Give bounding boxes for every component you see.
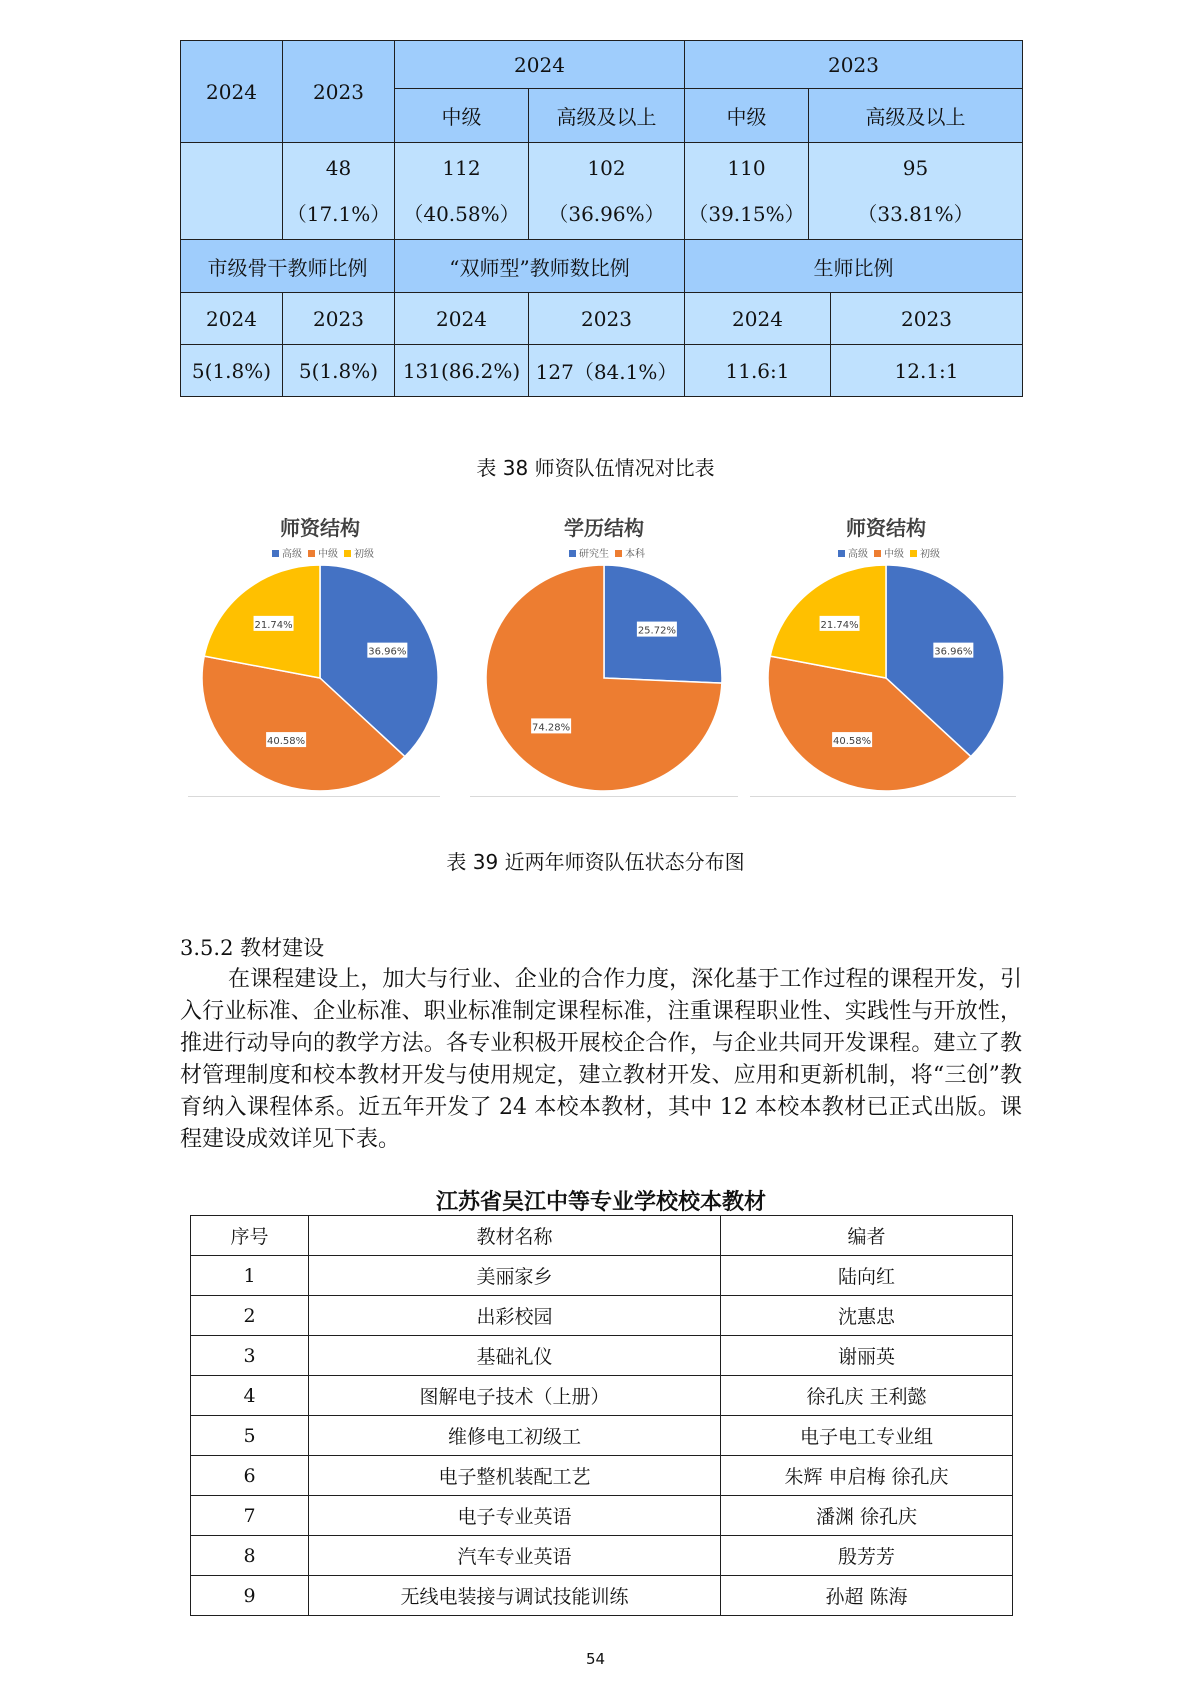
ratio-value-cell: 11.6:1 bbox=[685, 345, 831, 397]
ratio-value-cell: 131(86.2%) bbox=[395, 345, 529, 397]
header-year-cell: 2023 bbox=[283, 41, 395, 143]
textbook-name: 汽车专业英语 bbox=[309, 1536, 721, 1576]
legend-swatch bbox=[272, 550, 279, 557]
data-cell bbox=[685, 143, 809, 240]
textbook-name: 无线电装接与调试技能训练 bbox=[309, 1576, 721, 1616]
header-year-cell: 2023 bbox=[685, 41, 1023, 89]
table-row bbox=[191, 1536, 1013, 1576]
pie-label-text: 21.74% bbox=[254, 619, 293, 631]
legend-swatch bbox=[308, 550, 315, 557]
cell-value: 110 bbox=[727, 156, 766, 180]
pie-data-label bbox=[832, 732, 872, 747]
legend-label: 高级 bbox=[282, 549, 302, 560]
header-cell: 编者 bbox=[721, 1216, 1013, 1256]
chart-legend bbox=[474, 545, 734, 560]
pie-data-label bbox=[933, 643, 973, 658]
year-cell: 2024 bbox=[685, 293, 831, 345]
data-cell bbox=[395, 143, 529, 240]
row-number: 1 bbox=[191, 1256, 309, 1296]
legend-label: 本科 bbox=[625, 549, 645, 560]
chart-baseline bbox=[750, 796, 1016, 797]
pie-label-text: 36.96% bbox=[368, 646, 407, 658]
cell-percent: （36.96%） bbox=[548, 202, 665, 226]
header-title-cell: 中级 bbox=[685, 89, 809, 143]
header-cell: 序号 bbox=[191, 1216, 309, 1256]
chart-baseline bbox=[188, 796, 440, 797]
data-cell bbox=[283, 143, 395, 240]
data-cell bbox=[809, 143, 1023, 240]
legend-swatch bbox=[615, 550, 622, 557]
chart-title: 师资结构 bbox=[846, 516, 926, 540]
textbook-name: 美丽家乡 bbox=[309, 1256, 721, 1296]
cell-value: 112 bbox=[442, 156, 481, 180]
legend-item bbox=[904, 549, 940, 560]
section-heading: 3.5.2 教材建设 bbox=[180, 936, 325, 960]
cell-percent: （39.15%） bbox=[688, 202, 805, 226]
pie-data-label bbox=[367, 643, 407, 658]
chart-title: 师资结构 bbox=[280, 516, 360, 540]
table-row bbox=[191, 1576, 1013, 1616]
table-row bbox=[191, 1496, 1013, 1536]
legend-item bbox=[266, 549, 302, 560]
year-cell: 2023 bbox=[831, 293, 1023, 345]
textbook-editor: 殷芳芳 bbox=[721, 1536, 1013, 1576]
textbook-editor: 朱辉 申启梅 徐孔庆 bbox=[721, 1456, 1013, 1496]
row-number: 2 bbox=[191, 1296, 309, 1336]
pie-data-label bbox=[254, 616, 294, 631]
table-caption-39: 表 39 近两年师资队伍状态分布图 bbox=[446, 850, 745, 874]
data-cell bbox=[181, 143, 283, 240]
row-number: 5 bbox=[191, 1416, 309, 1456]
pie-label-text: 21.74% bbox=[820, 619, 859, 631]
pie-data-label bbox=[820, 616, 860, 631]
legend-swatch bbox=[344, 550, 351, 557]
data-cell bbox=[529, 143, 685, 240]
year-cell: 2023 bbox=[529, 293, 685, 345]
cell-percent: （17.1%） bbox=[286, 202, 391, 226]
ratio-value-cell: 12.1:1 bbox=[831, 345, 1023, 397]
legend-swatch bbox=[838, 550, 845, 557]
group-header-cell: 生师比例 bbox=[685, 240, 1023, 293]
table-row bbox=[191, 1416, 1013, 1456]
chart-legend bbox=[756, 545, 1016, 560]
cell-value: 48 bbox=[325, 156, 352, 180]
row-number: 6 bbox=[191, 1456, 309, 1496]
textbook-editor: 沈惠忠 bbox=[721, 1296, 1013, 1336]
cell-percent: （33.81%） bbox=[857, 202, 974, 226]
row-number: 4 bbox=[191, 1376, 309, 1416]
pie-chart bbox=[474, 560, 734, 800]
group-header-cell: “双师型”教师数比例 bbox=[395, 240, 685, 293]
legend-label: 初级 bbox=[920, 549, 940, 560]
header-title-cell: 中级 bbox=[395, 89, 529, 143]
textbook-editor: 徐孔庆 王利懿 bbox=[721, 1376, 1013, 1416]
legend-swatch bbox=[569, 550, 576, 557]
pie-label-text: 36.96% bbox=[934, 646, 973, 658]
legend-item bbox=[832, 549, 868, 560]
textbook-table bbox=[190, 1215, 1013, 1616]
pie-data-label bbox=[266, 732, 306, 747]
legend-swatch bbox=[910, 550, 917, 557]
ratio-value-cell: 127（84.1%） bbox=[529, 345, 685, 397]
legend-swatch bbox=[874, 550, 881, 557]
textbook-table-title: 江苏省吴江中等专业学校校本教材 bbox=[435, 1190, 766, 1215]
legend-item bbox=[868, 549, 904, 560]
textbook-editor: 潘渊 徐孔庆 bbox=[721, 1496, 1013, 1536]
table-row bbox=[191, 1336, 1013, 1376]
pie-label-text: 40.58% bbox=[833, 736, 872, 748]
textbook-name: 电子专业英语 bbox=[309, 1496, 721, 1536]
legend-item bbox=[338, 549, 374, 560]
year-cell: 2024 bbox=[395, 293, 529, 345]
year-cell: 2024 bbox=[181, 293, 283, 345]
textbook-editor: 陆向红 bbox=[721, 1256, 1013, 1296]
chart-legend bbox=[190, 545, 450, 560]
body-paragraph: 在课程建设上，加大与行业、企业的合作力度，深化基于工作过程的课程开发，引入行业标准、企业标准、职业标准制定课程标准，注重课程职业性、实践性与开放性，推进行动导向的教学方法。各专业积极开展校企合作，与企业共同开发课程。建立了教材管理制度和校本教材开发与使用规定，建立教材开发、应用和更新机制，将“三创”教育纳入课程体系。近五年开发了 24 本校本教材，其中 12 本校本教材已正式出版。课程建设成效详见下表。 bbox=[180, 967, 1022, 1152]
row-number: 7 bbox=[191, 1496, 309, 1536]
table-row bbox=[191, 1256, 1013, 1296]
page-number: 54 bbox=[585, 1650, 606, 1668]
staff-comparison-table bbox=[180, 40, 1023, 397]
pie-label-text: 25.72% bbox=[637, 625, 676, 637]
textbook-editor: 电子电工专业组 bbox=[721, 1416, 1013, 1456]
chart-baseline bbox=[470, 796, 738, 797]
textbook-editor: 谢丽英 bbox=[721, 1336, 1013, 1376]
pie-data-label bbox=[637, 622, 677, 637]
row-number: 8 bbox=[191, 1536, 309, 1576]
header-title-cell: 高级及以上 bbox=[809, 89, 1023, 143]
legend-label: 高级 bbox=[848, 549, 868, 560]
legend-item bbox=[563, 549, 609, 560]
pie-label-text: 74.28% bbox=[532, 722, 571, 734]
table-row bbox=[191, 1456, 1013, 1496]
table-caption-38: 表 38 师资队伍情况对比表 bbox=[476, 456, 715, 480]
header-title-cell: 高级及以上 bbox=[529, 89, 685, 143]
legend-label: 中级 bbox=[318, 549, 338, 560]
pie-chart bbox=[190, 560, 450, 800]
textbook-name: 出彩校园 bbox=[309, 1296, 721, 1336]
textbook-name: 维修电工初级工 bbox=[309, 1416, 721, 1456]
cell-value: 102 bbox=[587, 156, 626, 180]
legend-label: 中级 bbox=[884, 549, 904, 560]
header-cell: 教材名称 bbox=[309, 1216, 721, 1256]
table-row bbox=[191, 1376, 1013, 1416]
row-number: 3 bbox=[191, 1336, 309, 1376]
pie-data-label bbox=[531, 718, 571, 733]
pie-chart bbox=[756, 560, 1016, 800]
header-year-cell: 2024 bbox=[395, 41, 685, 89]
cell-value: 95 bbox=[902, 156, 929, 180]
legend-item bbox=[609, 549, 645, 560]
table-header-row bbox=[191, 1216, 1013, 1256]
textbook-name: 电子整机装配工艺 bbox=[309, 1456, 721, 1496]
legend-item bbox=[302, 549, 338, 560]
group-header-cell: 市级骨干教师比例 bbox=[181, 240, 395, 293]
year-cell: 2023 bbox=[283, 293, 395, 345]
table-row bbox=[191, 1296, 1013, 1336]
cell-percent: （40.58%） bbox=[403, 202, 520, 226]
ratio-value-cell: 5(1.8%) bbox=[181, 345, 283, 397]
chart-title: 学历结构 bbox=[564, 516, 644, 540]
pie-label-text: 40.58% bbox=[267, 736, 306, 748]
legend-label: 研究生 bbox=[579, 549, 609, 560]
textbook-name: 基础礼仪 bbox=[309, 1336, 721, 1376]
row-number: 9 bbox=[191, 1576, 309, 1616]
textbook-editor: 孙超 陈海 bbox=[721, 1576, 1013, 1616]
header-year-cell: 2024 bbox=[181, 41, 283, 143]
legend-label: 初级 bbox=[354, 549, 374, 560]
textbook-name: 图解电子技术（上册） bbox=[309, 1376, 721, 1416]
ratio-value-cell: 5(1.8%) bbox=[283, 345, 395, 397]
